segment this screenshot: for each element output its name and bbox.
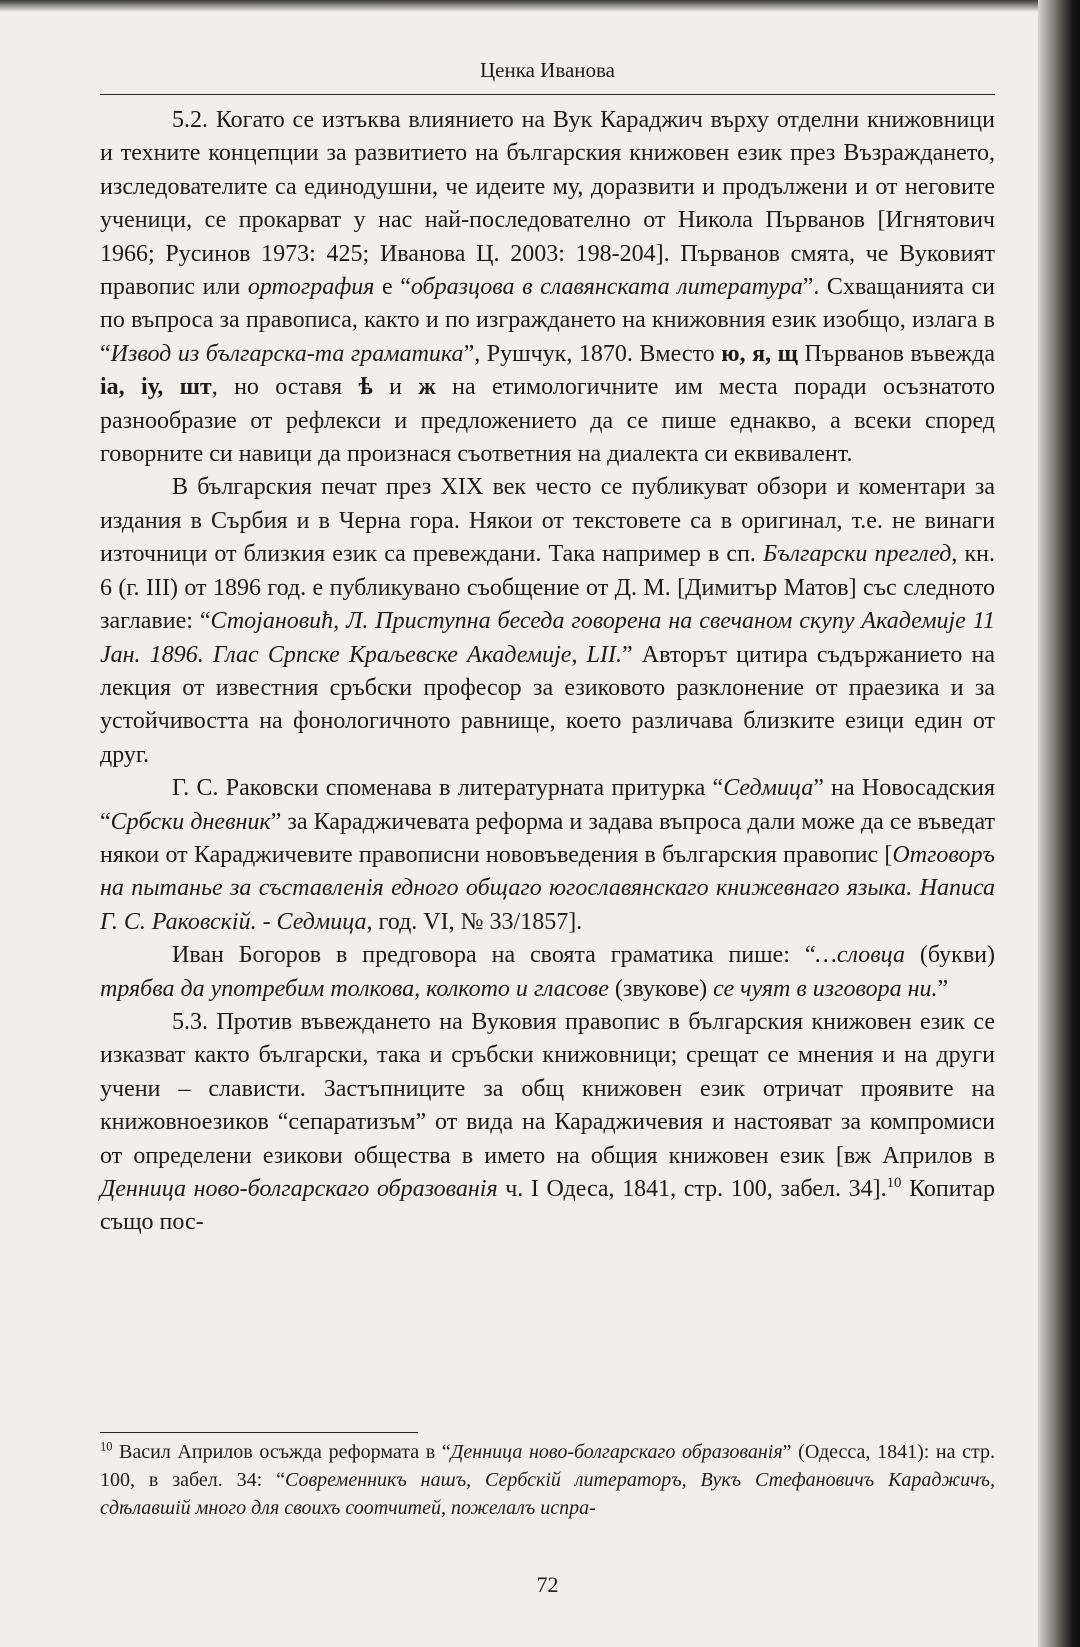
- footnote-reference[interactable]: 10: [886, 1175, 902, 1191]
- page-top-shadow: [0, 0, 1080, 12]
- header-rule: [100, 94, 995, 95]
- page-number: 72: [536, 1572, 559, 1597]
- paragraph-bogorov: Иван Богоров в предговора на своята граматика пише: “…словца (букви) трябва да употребим толкова, колкото и гласове (звукове) се чуят в изговора ни.”: [100, 942, 996, 1002]
- paragraph-rakovski: Г. С. Раковски споменава в литературната притурка “Седмица” на Новосадския “Србски дневник” за Караджичевата реформа и задава въпроса дали може да се въведат някои от Караджичевите правописни нововъведения в българския правопис [Отговоръ на пытанье за съставленія едного общаго югославянскаго книжевнаго языка. Написа Г. С. Раковскій. - Седмица, год. VI, № 33/1857].: [100, 775, 996, 935]
- paragraph-5-2: 5.2. Когато се изтъква влиянието на Вук Караджич върху отделни книжовници и техните концепции за развитието на българския книжовен език през Възраждането, изследователите са единодушни, че идеите му, доразвити и продължени и от неговите ученици, се прокарват у нас най-последователно от Никола Първанов [Игнятович 1966; Русинов 1973: 425; Иванова Ц. 2003: 198-204]. Първанов смята, че Вуковият правопис или ортография е “образцова в славянската литература”. Схващанията си по въпроса за правописа, както и по изграждането на книжовния език изобщо, излага в “Извод из българска-та граматика”, Рушчук, 1870. Вместо ю, я, щ Първанов въвежда іа, іу, шт, но оставя ѣ и ж на етимологичните им места поради осъзнатото разнообразие от рефлекси и предложението да се пише еднакво, а всеки според говорните си навици да произнася съответния на диалекта си еквивалент.: [100, 107, 996, 468]
- footnote-rule: [100, 1432, 418, 1433]
- paragraph-5-3: 5.3. Против въвеждането на Вуковия правопис в българския книжовен език се изказват както български, така и сръбски книжовници; срещат се мнения и на други учени – слависти. Застъпниците за общ книжовен език отричат проявите на книжовноезиков “сепаратизъм” от вида на Караджичевия и настояват за компромиси от определени езикови общества в името на общия книжовен език [вж Априлов в Денница ново-болгарскаго образованія ч. I Одеса, 1841, стр. 100, забел. 34].$^{10}$ Копитар също пос-: [100, 1008, 996, 1236]
- footnote-number: 10: [100, 1439, 113, 1454]
- running-head: Ценка Иванова: [479, 58, 615, 82]
- footnote-10: $^{10}$ Васил Априлов осъжда реформата в “Денница ново-болгарскаго образованія” (Одесса, 1841): на стр. 100, в забел. 34: “Современникъ нашъ, Сербскій литераторъ, Вукъ Стефановичъ Караджичъ, сдѣлавшій много для своихъ соотчитей, пожелалъ испра-: [100, 1439, 995, 1519]
- body-text: [100, 104, 995, 1240]
- paragraph-bulgarian-press: В българския печат през XIX век често се публикуват обзори и коментари за издания в Сърбия и в Черна гора. Някои от текстовете са в оригинал, т.е. не винаги източници от близкия език са превеждани. Така например в сп. Български преглед, кн. 6 (г. III) от 1896 год. е публикувано съобщение от Д. М. [Димитър Матов] със следното заглавие: “Стојановић, Л. Приступна беседа говорена на свечаном скупу Академије 11 Јан. 1896. Глас Српске Краљевске Академије, LII.” Авторът цитира съдържанието на лекция от известния сръбски професор за езиковото разклонение от праезика и за устойчивостта на фонологичното равнище, което различава близките езици един от друг.: [100, 474, 995, 768]
- book-spine-shadow: [1038, 0, 1080, 1647]
